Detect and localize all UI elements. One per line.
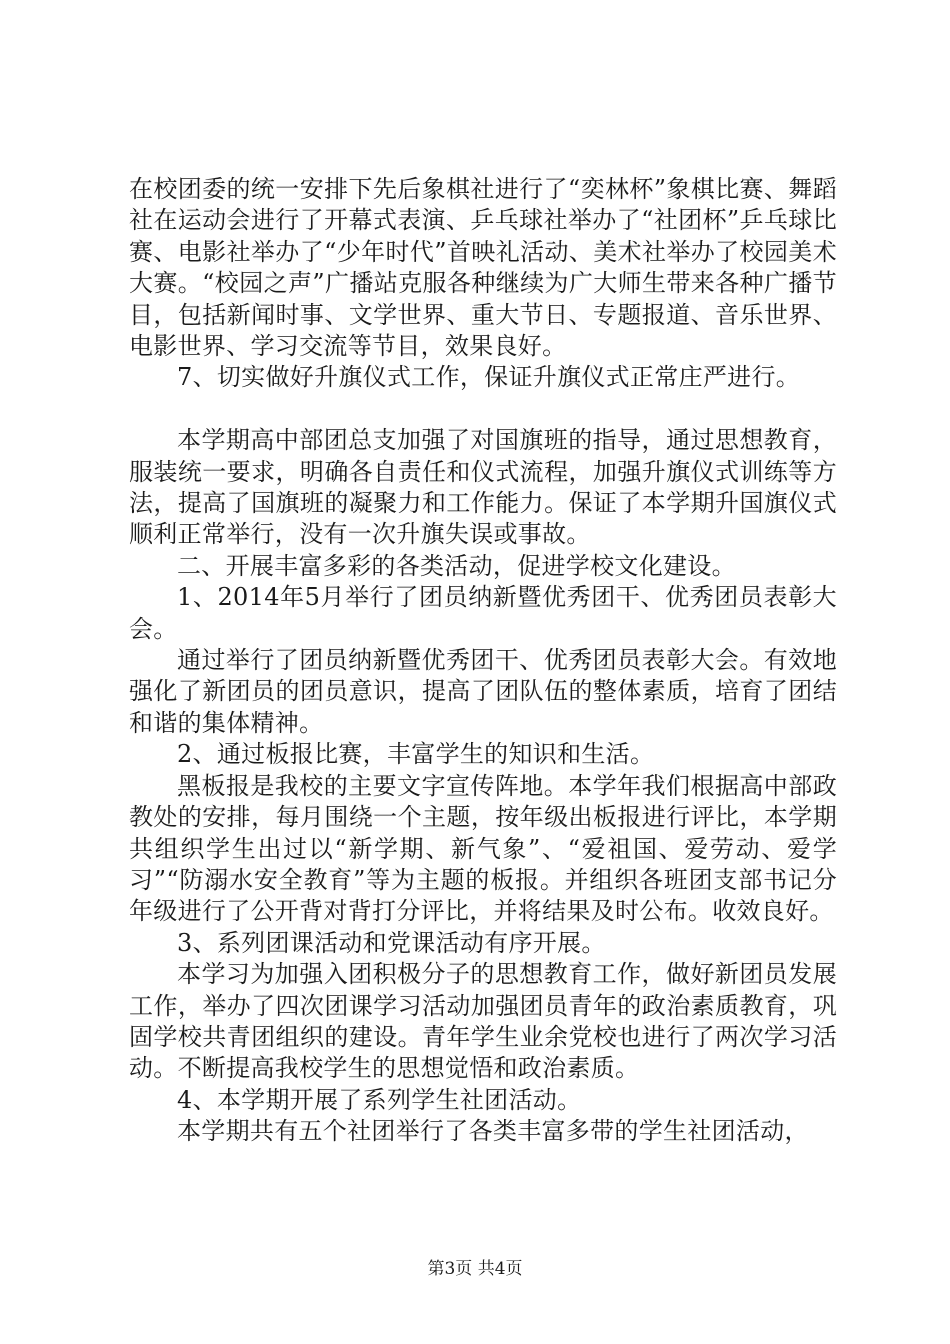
paragraph-league-classes: 本学习为加强入团积极分子的思想教育工作，做好新团员发展工作，举办了四次团课学习活动加强团员青年的政治素质教育，巩固学校共青团组织的建设。青年学生业余党校也进行了两次学习活动。不断提高我校学生的思想觉悟和政治素质。 (129, 960, 837, 1083)
paragraph-spacer (129, 394, 837, 425)
paragraph-student-clubs: 本学期共有五个社团举行了各类丰富多带的学生社团活动， (177, 1117, 809, 1146)
page-number-footer: 第3页 共4页 (427, 1259, 523, 1279)
heading-new-members: 1、2014年5月举行了团员纳新暨优秀团干、优秀团员表彰大会。 (129, 583, 837, 643)
paragraph-flag-team: 本学期高中部团总支加强了对国旗班的指导，通过思想教育，服装统一要求，明确各自责任和仪式流程，加强升旗仪式训练等方法，提高了国旗班的凝聚力和工作能力。保证了本学期升国旗仪式顺利正常举行，没有一次升旗失误或事故。 (129, 426, 837, 549)
paragraph-club-events: 在校团委的统一安排下先后象棋社进行了“奕林杯”象棋比赛、舞蹈社在运动会进行了开幕式表演、乒乓球社举办了“社团杯”乒乓球比赛、电影社举办了“少年时代”首映礼活动、美术社举办了校园美术大赛。“校园之声”广播站克服各种继续为广大师生带来各种广播节目，包括新闻时事、文学世界、重大节日、专题报道、音乐世界、电影世界、学习交流等节目，效果良好。 (129, 175, 837, 361)
paragraph-blackboard: 黑板报是我校的主要文字宣传阵地。本学年我们根据高中部政教处的安排，每月围绕一个主题，按年级出板报进行评比，本学期共组织学生出过以“新学期、新气象”、“爱祖国、爱劳动、爱学习”“防溺水安全教育”等为主题的板报。并组织各班团支部书记分年级进行了公开背对背打分评比，并将结果及时公布。收效良好。 (129, 771, 837, 926)
document-body (129, 174, 837, 1148)
paragraph-new-members: 通过举行了团员纳新暨优秀团干、优秀团员表彰大会。有效地强化了新团员的团员意识，提高了团队伍的整体素质，培育了团结和谐的集体精神。 (129, 646, 837, 737)
heading-blackboard: 2、通过板报比赛，丰富学生的知识和生活。 (177, 740, 655, 769)
heading-student-clubs: 4、本学期开展了系列学生社团活动。 (177, 1085, 582, 1114)
heading-league-classes: 3、系列团课活动和党课活动有序开展。 (177, 928, 606, 957)
section-heading-activities: 二、开展丰富多彩的各类活动，促进学校文化建设。 (177, 551, 736, 580)
heading-flag-ceremony: 7、切实做好升旗仪式工作，保证升旗仪式正常庄严进行。 (177, 363, 801, 392)
